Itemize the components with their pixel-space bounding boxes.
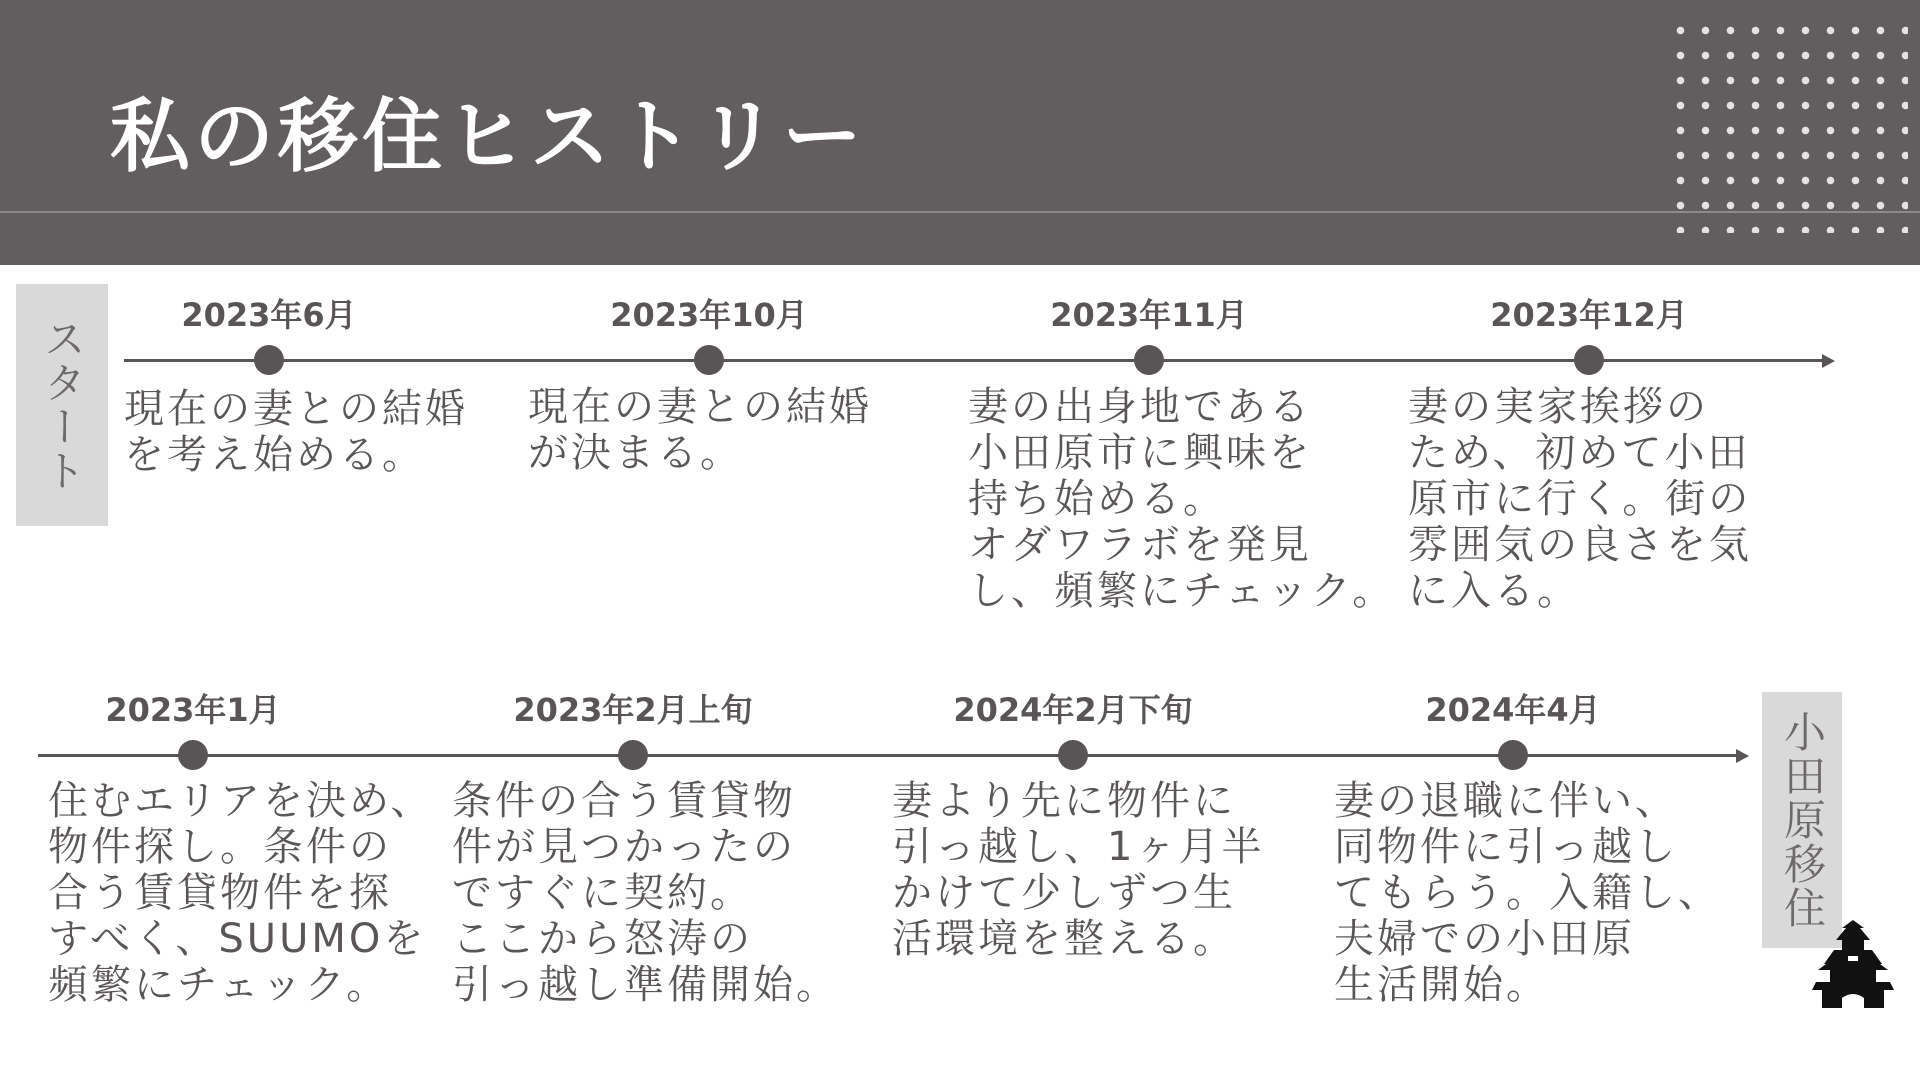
event-date: 2023年6月 xyxy=(181,296,357,334)
goal-label-box xyxy=(1762,692,1842,948)
event-description: 妻の出身地である 小田原市に興味を 持ち始める。 オダワラボを発見 し、頻繁にチェック。 xyxy=(968,384,1396,614)
timeline-arrowhead-row2 xyxy=(1736,749,1749,763)
event-date: 2023年10月 xyxy=(610,296,808,334)
timeline-dot xyxy=(1574,345,1604,375)
timeline-dot xyxy=(618,740,648,770)
timeline-dot xyxy=(1134,345,1164,375)
timeline-line-row1 xyxy=(124,359,1824,362)
event-date: 2023年2月上旬 xyxy=(513,691,753,729)
event-date: 2023年1月 xyxy=(105,691,281,729)
event-description: 妻より先に物件に 引っ越し、1ヶ月半 かけて少しずつ生 活環境を整える。 xyxy=(892,778,1265,962)
event-description: 現在の妻との結婚 が決まる。 xyxy=(528,384,872,476)
dot-pattern-decoration xyxy=(1668,18,1908,233)
event-date: 2023年11月 xyxy=(1050,296,1248,334)
timeline-arrowhead-row1 xyxy=(1822,354,1835,368)
event-date: 2023年12月 xyxy=(1490,296,1688,334)
timeline-dot xyxy=(178,740,208,770)
timeline-dot xyxy=(694,345,724,375)
event-description: 妻の実家挨拶の ため、初めて小田 原市に行く。街の 雰囲気の良さを気 に入る。 xyxy=(1408,384,1752,614)
goal-label: 小田原移住 xyxy=(1778,710,1827,930)
event-date: 2024年2月下旬 xyxy=(953,691,1193,729)
event-description: 妻の退職に伴い、 同物件に引っ越し てもらう。入籍し、 夫婦での小田原 生活開始。 xyxy=(1334,778,1721,1008)
event-date: 2024年4月 xyxy=(1425,691,1601,729)
timeline-line-row2 xyxy=(38,754,1738,757)
page-title: 私の移住ヒストリー xyxy=(110,90,866,183)
start-label-box xyxy=(16,284,108,526)
event-description: 現在の妻との結婚 を考え始める。 xyxy=(124,386,468,478)
event-description: 住むエリアを決め、 物件探し。条件の 合う賃貸物件を探 すべく、SUUMOを 頻繁にチェック。 xyxy=(48,778,434,1008)
start-label: スタート xyxy=(38,317,87,493)
event-description: 条件の合う賃貸物 件が見つかったの ですぐに契約。 ここから怒涛の 引っ越し準備開始。 xyxy=(452,778,839,1008)
header-divider xyxy=(0,211,1920,213)
timeline-dot xyxy=(254,345,284,375)
castle-icon xyxy=(1812,918,1894,1010)
timeline-dot xyxy=(1498,740,1528,770)
timeline-dot xyxy=(1058,740,1088,770)
